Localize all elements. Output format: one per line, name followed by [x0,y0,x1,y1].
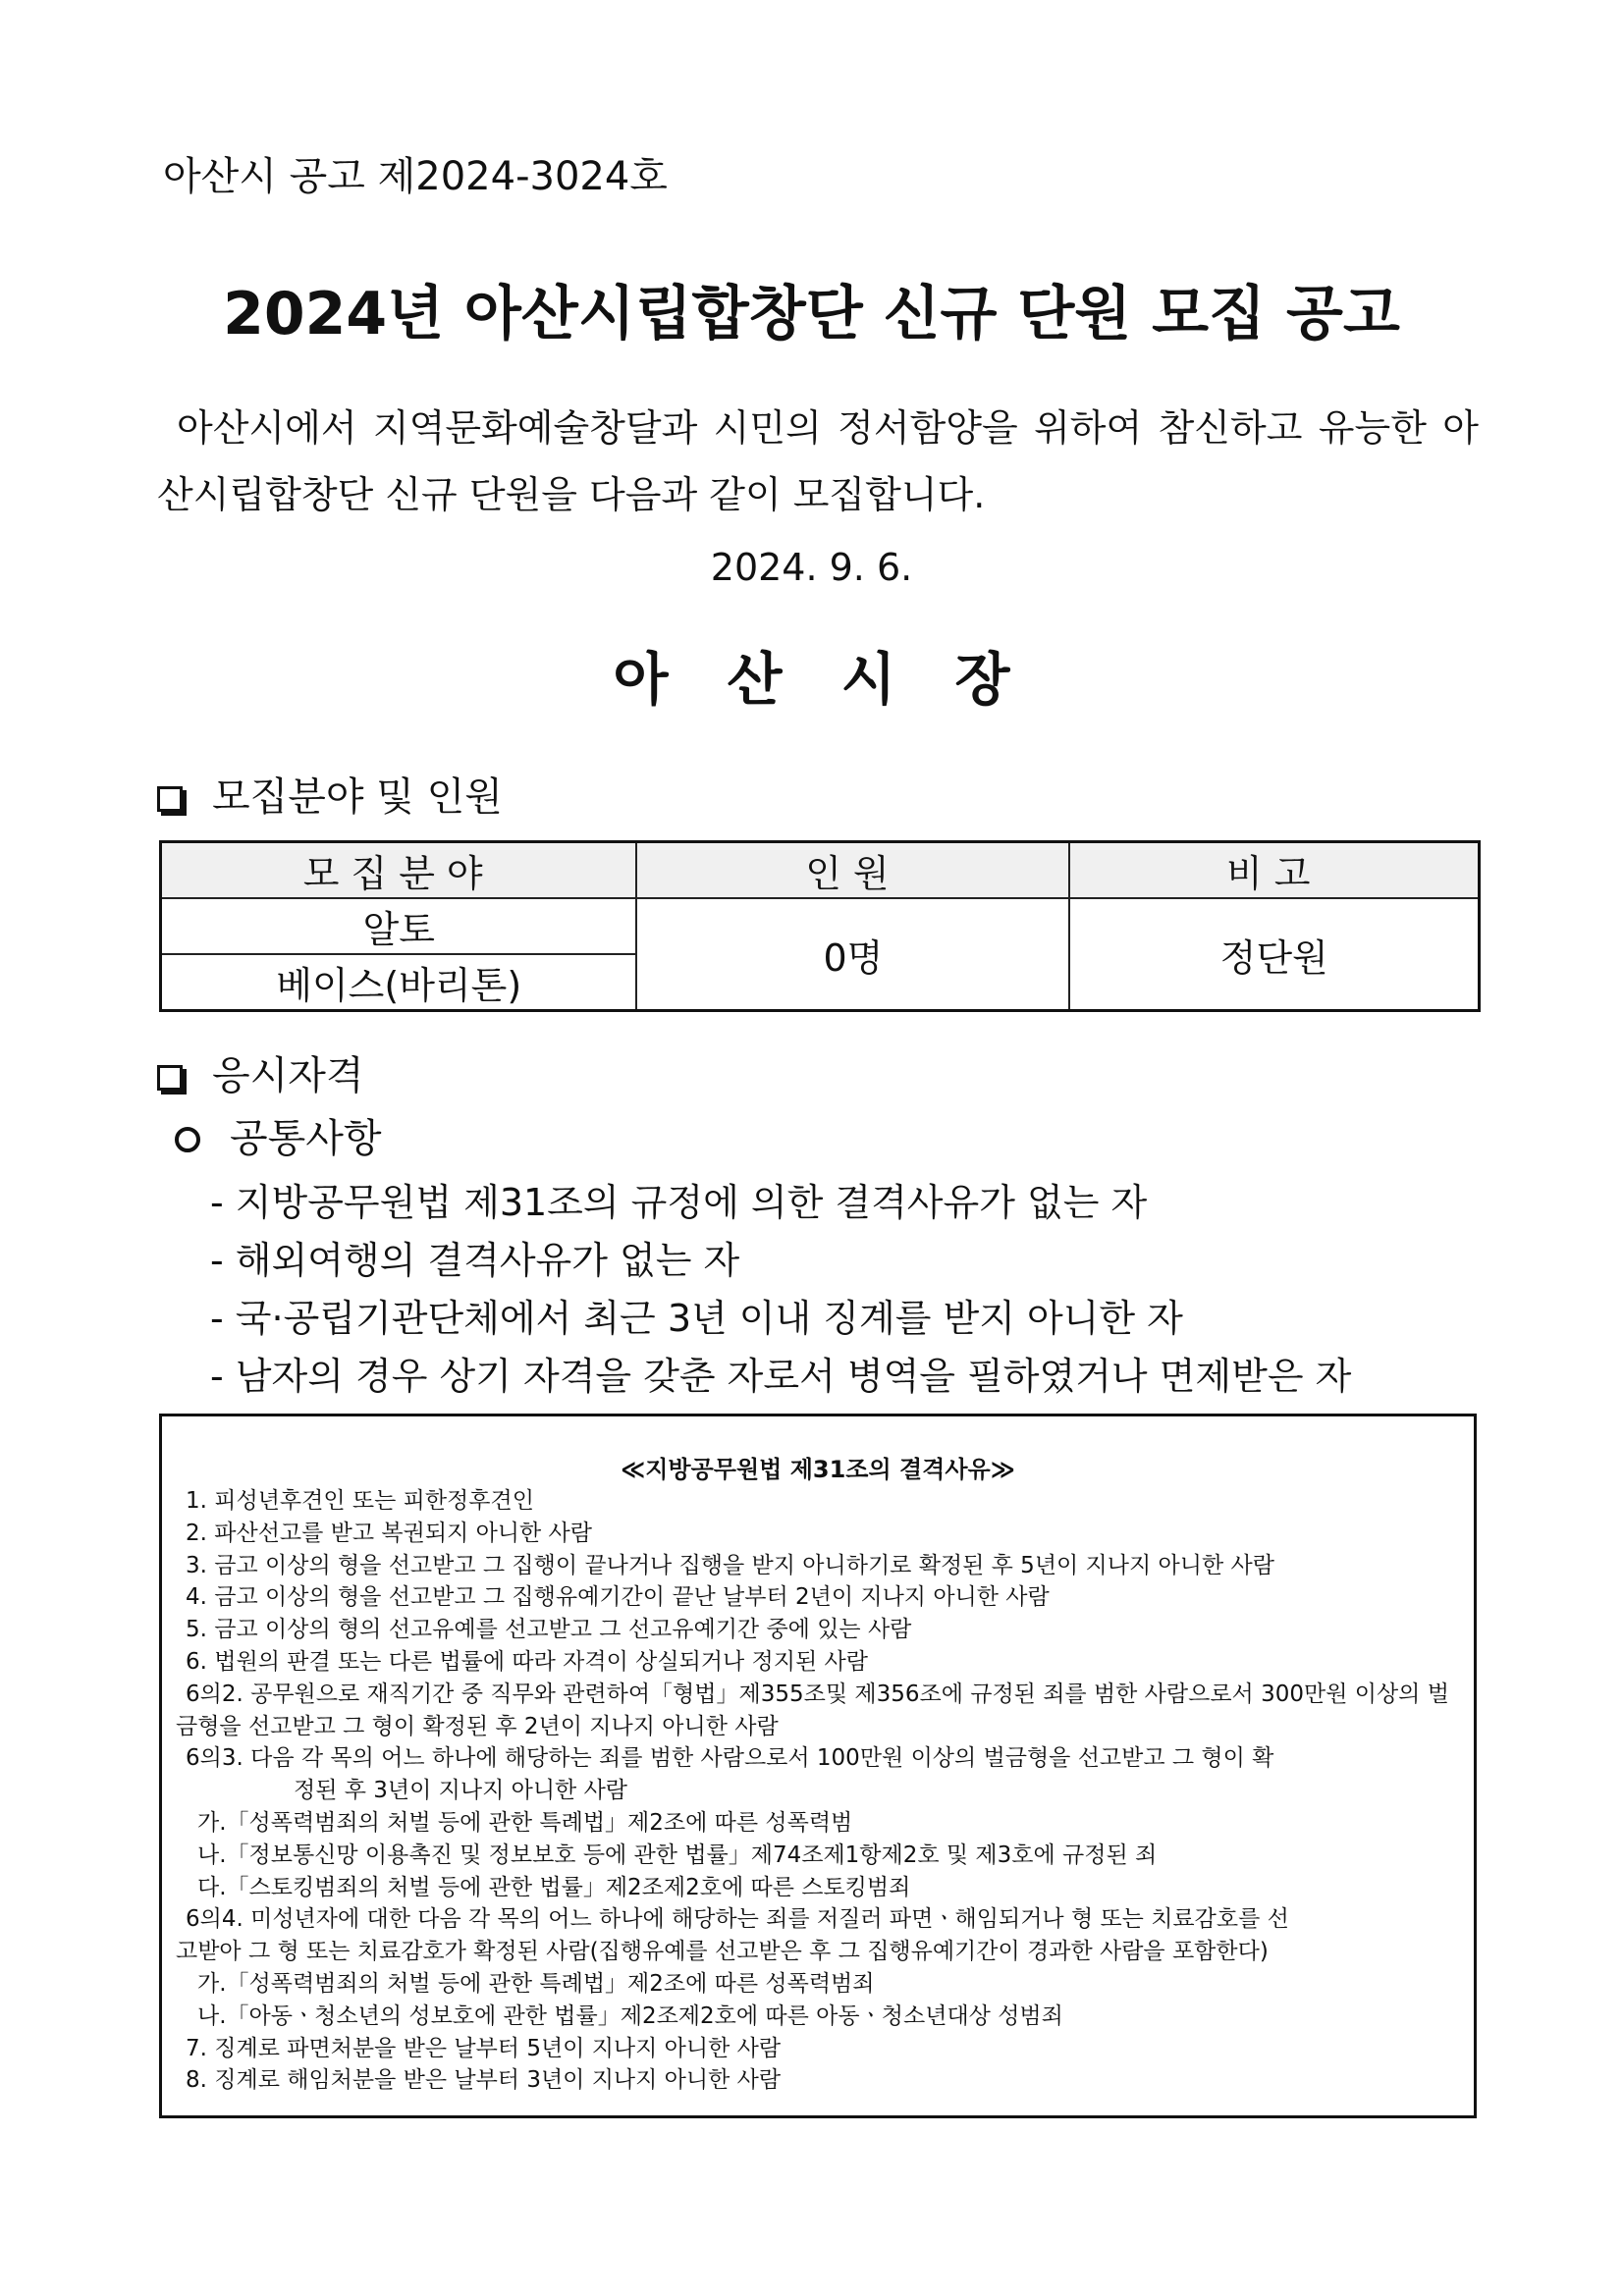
disqualification-box [159,1414,1477,2118]
list-item: 다.「스토킹범죄의 처벌 등에 관한 법률」제2조제2호에 따른 스토킹범죄 [197,1874,911,1900]
table-header-cell: 모집분야 [161,842,637,899]
section-qualification-heading [157,1044,364,1100]
list-item: 2. 파산선고를 받고 복권되지 아니한 사람 [186,1520,592,1546]
intro-paragraph: 아산시에서 지역문화예술창달과 시민의 정서함양을 위하여 참신하고 유능한 아산시립합창단 신규 단원을 다음과 같이 모집합니다. [157,406,1479,516]
list-item: 6의3. 다음 각 목의 어느 하나에 해당하는 죄를 범한 사람으로서 100만원 이상의 벌금형을 선고받고 그 형이 확 [186,1745,1274,1772]
table-cell-field: 알토 [161,898,637,954]
table-cell-note: 정단원 [1069,898,1479,1011]
section-heading-text: 모집분야 및 인원 [212,774,503,820]
subsection-heading-text: 공통사항 [230,1116,382,1161]
table-header-cell: 인원 [636,842,1069,899]
list-item: 6의2. 공무원으로 재직기간 중 직무와 관련하여「형법」제355조및 제356조에 규정된 죄를 범한 사람으로서 300만원 이상의 벌 [186,1681,1449,1707]
qualification-item: - 남자의 경우 상기 자격을 갖춘 자로서 병역을 필하였거나 면제받은 자 [210,1355,1352,1398]
list-item: 고받아 그 형 또는 치료감호가 확정된 사람(집행유예를 선고받은 후 그 집행유예기간이 경과한 사람을 포함한다) [176,1939,1269,1965]
table-cell-field: 베이스(바리톤) [161,954,637,1011]
section-recruitment-heading [157,766,503,822]
box-title: ≪지방공무원법 제31조의 결격사유≫ [621,1456,1015,1483]
square-bullet-icon [157,786,183,812]
list-item: 5. 금고 이상의 형의 선고유예를 선고받고 그 선고유예기간 중에 있는 사람 [186,1617,912,1643]
list-item: 6의4. 미성년자에 대한 다음 각 목의 어느 하나에 해당하는 죄를 저질러 파면ㆍ해임되거나 형 또는 치료감호를 선 [186,1906,1289,1933]
qualification-item: - 지방공무원법 제31조의 규정에 의한 결격사유가 없는 자 [210,1181,1148,1224]
list-item: 나.「아동ㆍ청소년의 성보호에 관한 법률」제2조제2호에 따른 아동ㆍ청소년대상 성범죄 [197,2002,1063,2029]
table-row [161,898,1480,954]
recruitment-table [159,840,1481,1012]
table-header-row [161,842,1480,899]
list-item: 4. 금고 이상의 형을 선고받고 그 집행유예기간이 끝난 날부터 2년이 지나지 아니한 사람 [186,1584,1050,1611]
list-item: 나.「정보통신망 이용촉진 및 정보보호 등에 관한 법률」제74조제1항제2호 및 제3호에 규정된 죄 [197,1842,1158,1868]
list-item: 금형을 선고받고 그 형이 확정된 후 2년이 지나지 아니한 사람 [176,1713,779,1739]
disqualification-list [176,1485,1467,2097]
list-item: 정된 후 3년이 지나지 아니한 사람 [294,1778,628,1804]
list-item: 7. 징계로 파면처분을 받은 날부터 5년이 지나지 아니한 사람 [186,2035,782,2061]
section-heading-text: 응시자격 [212,1053,364,1098]
list-item: 6. 법원의 판결 또는 다른 법률에 따라 자격이 상실되거나 정지된 사람 [186,1648,868,1675]
notice-date: 2024. 9. 6. [710,546,913,589]
list-item: 가.「성폭력범죄의 처벌 등에 관한 특례법」제2조에 따른 성폭력범 [197,1809,853,1836]
table-header-cell: 비고 [1069,842,1479,899]
square-bullet-icon [157,1065,183,1091]
subsection-common-heading [175,1107,382,1163]
list-item: 8. 징계로 해임처분을 받은 날부터 3년이 지나지 아니한 사람 [186,2067,782,2094]
list-item: 가.「성폭력범죄의 처벌 등에 관한 특례법」제2조에 따른 성폭력범죄 [197,1970,875,1997]
list-item: 1. 피성년후견인 또는 피한정후견인 [186,1488,534,1514]
list-item: 3. 금고 이상의 형을 선고받고 그 집행이 끝나거나 집행을 받지 아니하기로 확정된 후 5년이 지나지 아니한 사람 [186,1552,1274,1578]
notice-number: 아산시 공고 제2024-3024호 [163,154,668,199]
issuer-name: 아산시장 [613,646,1069,713]
qualification-item: - 국·공립기관단체에서 최근 3년 이내 징계를 받지 아니한 자 [210,1297,1183,1340]
circle-bullet-icon [175,1127,200,1152]
document-title: 2024년 아산시립합창단 신규 단원 모집 공고 [223,280,1400,348]
qualification-item: - 해외여행의 결격사유가 없는 자 [210,1239,740,1282]
table-cell-count: 0명 [636,898,1069,1011]
